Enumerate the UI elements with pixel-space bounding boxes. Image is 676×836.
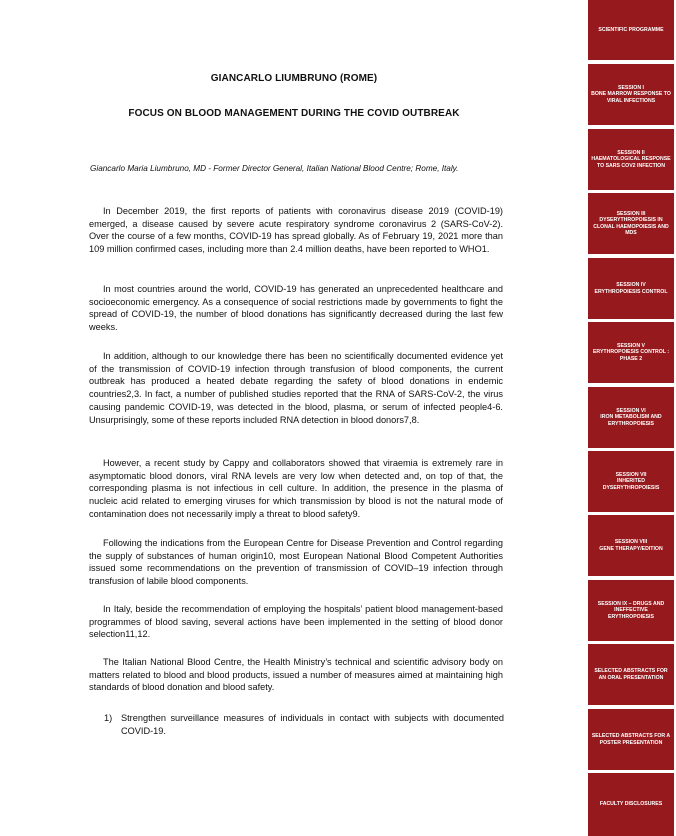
nav-session-3[interactable]: SESSION III DYSERYTHROPOIESIS IN CLONAL HAEMOPOIESIS AND MDS: [588, 193, 674, 254]
paragraph: However, a recent study by Cappy and collaborators showed that viraemia is extremely rare in asymptomatic blood donors, viral RNA levels are very low when detected and, on top of that, the corresponding plasma is not infectious in cell culture. In addition, the presence in the plasma of nucleic acid related to emerging viruses for which transmission by blood is not the natural mode of contamination does not necessarily imply a threat to blood safety9.: [89, 458, 503, 519]
paragraph: In most countries around the world, COVID-19 has generated an unprecedented healthcare and socioeconomic emergency. As a consequence of social restrictions made by governments to fight the spread of COVID-19, the number of blood donations has significantly decreased during the last few weeks.: [89, 284, 503, 333]
paragraph: In December 2019, the first reports of patients with coronavirus disease 2019 (COVID-19) emerged, a disease caused by severe acute respiratory syndrome coronavirus 2 (SARS-CoV-2). Over the course of a few months, COVID-19 has spread globally. As of February 19, 2021 more than 109 million confirmed cases, including more than 2.4 million deaths, have been reported to WHO1.: [89, 206, 503, 255]
nav-session-7[interactable]: SESSION VII INHERITED DYSERYTHROPOIESIS: [588, 451, 674, 512]
session-sidebar: [588, 0, 676, 836]
nav-poster-abstracts[interactable]: SELECTED ABSTRACTS FOR A POSTER PRESENTATION: [588, 709, 674, 770]
nav-session-4[interactable]: SESSION IV ERYTHROPOIESIS CONTROL: [588, 258, 674, 319]
author-line: Giancarlo Maria Liumbruno, MD - Former Director General, Italian National Blood Centre; Rome, Italy.: [90, 164, 459, 173]
list-item-text: Strengthen surveillance measures of individuals in contact with subjects with documented COVID-19.: [121, 713, 504, 736]
nav-session-2[interactable]: SESSION II HAEMATOLOGICAL RESPONSE TO SARS COV2 INFECTION: [588, 129, 674, 190]
article-title: GIANCARLO LIUMBRUNO (ROME): [210, 73, 378, 84]
nav-scientific-programme[interactable]: SCIENTIFIC PROGRAMME: [588, 0, 674, 60]
paragraph: In Italy, beside the recommendation of employing the hospitals’ patient blood management-based programmes of blood saving, several actions have been implemented in the setting of blood donor selection11,12.: [89, 604, 503, 640]
paragraph: The Italian National Blood Centre, the Health Ministry’s technical and scientific advisory body on matters related to blood and blood products, issued a number of measures aimed at maintaining high standards of blood donation and blood safety.: [89, 657, 503, 693]
nav-session-1[interactable]: SESSION I BONE MARROW RESPONSE TO VIRAL INFECTIONS: [588, 64, 674, 125]
nav-session-6[interactable]: SESSION VI IRON METABOLISM AND ERYTHROPOIESIS: [588, 387, 674, 448]
nav-faculty-disclosures[interactable]: FACULTY DISCLOSURES: [588, 773, 674, 836]
nav-session-5[interactable]: SESSION V ERYTHROPOIESIS CONTROL : PHASE 2: [588, 322, 674, 383]
nav-oral-abstracts[interactable]: SELECTED ABSTRACTS FOR AN ORAL PRESENTATION: [588, 644, 674, 705]
article-subtitle: FOCUS ON BLOOD MANAGEMENT DURING THE COVID OUTBREAK: [128, 108, 460, 119]
nav-session-8[interactable]: SESSION VIII GENE THERAPY/EDITION: [588, 515, 674, 576]
list-item: [104, 712, 504, 737]
nav-session-9[interactable]: SESSION IX – DRUGS AND INEFFECTIVE ERYTHROPOIESIS: [588, 580, 674, 641]
paragraph: Following the indications from the European Centre for Disease Prevention and Control regarding the supply of substances of human origin10, most European National Blood Competent Authorities issued some recommendations on the prevention of transmission of COVID–19 infection through transfusion of labile blood components.: [89, 538, 503, 587]
paragraph: In addition, although to our knowledge there has been no scientifically documented evidence yet of the transmission of COVID-19 infection through transfusion of blood components, the current outbreak has produced a heated debate regarding the safety of blood donations in endemic countries2,3. In fact, a number of published studies reported that the RNA of SARS-CoV-2, the virus causing pandemic COVID-19, was detected in the blood, plasma, or serum of infected people4-6. Unsurprisingly, some of these reports included RNA detection in blood donors7,8.: [89, 351, 503, 425]
list-item-number: 1): [104, 713, 113, 723]
